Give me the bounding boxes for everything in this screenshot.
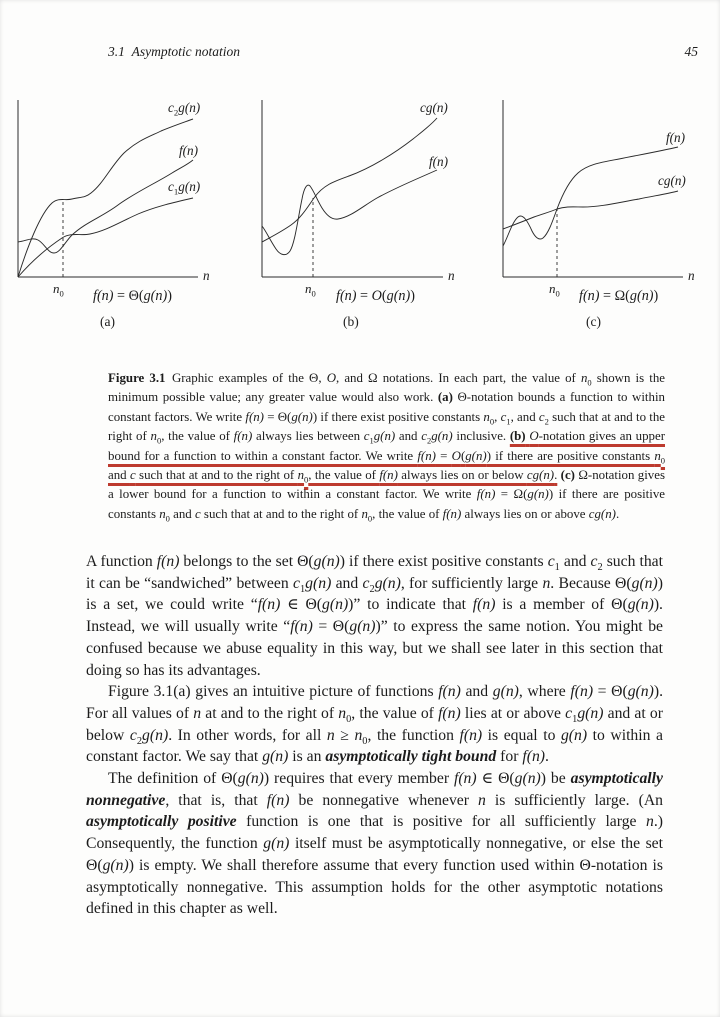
x-axis-label-a: n: [203, 268, 210, 283]
x-axis-label-b: n: [448, 268, 455, 283]
curve-c1g: [18, 198, 193, 277]
plot-theta-notation: [5, 90, 235, 290]
figure-panel-b: [250, 90, 480, 340]
axes-c: [503, 100, 686, 277]
curve-cg-b: [262, 118, 437, 242]
equation-b: f(n) = O(g(n)): [336, 288, 415, 304]
paragraph-2: Figure 3.1(a) gives an intuitive picture of functions f(n) and g(n), where f(n) = Θ(g(n)). For all values of n at and to the right of $n_0$, the value of f(n) lies at or above $c_1g(n)$ and at or below $c_2g(n)$. In other words, for all $n \ge n_0$, the function f(n) is equal to g(n) to within a constant factor. We say that g(n) is an asymptotically tight bound for f(n).: [86, 683, 663, 766]
curve-label-f-a: f(n): [179, 143, 199, 158]
equation-a: f(n) = Θ(g(n)): [93, 288, 172, 304]
paragraph-1: A function f(n) belongs to the set Θ(g(n)) if there exist positive constants $c_1$ and $c_2$ such that it can be “sandwiched” between $c_1g(n)$ and $c_2g(n)$, for sufficiently large n. Because Θ(g(n)) is a set, we could write “f(n) ∈ Θ(g(n))” to indicate that f(n) is a member of Θ(g(n)). Instead, we will usually write “f(n) = Θ(g(n))” to express the same notion. You might be confused because we abuse equality in this way, but we shall see later in this section that doing so has its advantages.: [86, 553, 663, 679]
curve-label-cg-b: cg(n): [420, 100, 448, 115]
plot-o-notation: [250, 90, 480, 290]
x-axis-label-c: n: [688, 268, 695, 283]
curve-f-b: [262, 170, 437, 255]
curve-cg-c: [503, 191, 678, 229]
curve-label-f-c: f(n): [666, 130, 686, 145]
curve-label-f-b: f(n): [429, 154, 449, 169]
n0-label-a: $n_0$: [53, 281, 64, 299]
figure-caption: Figure 3.1 Graphic examples of the Θ, O, and Ω notations. In each part, the value of $n_0$ shown is the minimum possible value; any greater value would also work. (a) Θ-notation bounds a function to within constant factors. We write f(n) = Θ(g(n)) if there exist positive constants $n_0$, $c_1$, and $c_2$ such that at and to the right of $n_0$, the value of f(n) always lies between $c_1g(n)$ and $c_2g(n)$ inclusive. (b) O-notation gives an upper bound for a function to within a constant factor. We write f(n) = O(g(n)) if there are positive constants $n_0$ and c such that at and to the right of $n_0$, the value of f(n) always lies on or below cg(n). (c) Ω-notation gives a lower bound for a function to within a constant factor. We write f(n) = Ω(g(n)) if there are positive constants $n_0$ and c such that at and to the right of $n_0$, the value of f(n) always lies on or above cg(n).: [108, 371, 666, 524]
panel-tag-c: (c): [586, 314, 601, 329]
figure-panel-a: [5, 90, 235, 340]
curve-f: [18, 160, 193, 253]
curve-c2g: [18, 119, 193, 277]
running-head-section: 3.1 Asymptotic notation: [108, 44, 240, 59]
n0-label-b: $n_0$: [305, 281, 316, 299]
page-number: 45: [684, 44, 698, 59]
equation-c: f(n) = Ω(g(n)): [579, 288, 659, 304]
panel-tag-a: (a): [100, 314, 115, 329]
panel-tag-b: (b): [343, 314, 359, 329]
axes-b: [262, 100, 443, 277]
figure-panel-c: [490, 90, 720, 340]
curve-label-c1g: $c_1g(n)$: [168, 179, 201, 197]
n0-label-c: $n_0$: [549, 281, 560, 299]
curve-label-c2g: $c_2g(n)$: [168, 100, 201, 118]
body-text: [86, 551, 663, 920]
curve-label-cg-c: cg(n): [658, 173, 686, 188]
plot-omega-notation: [490, 90, 720, 290]
paragraph-3: The definition of Θ(g(n)) requires that every member f(n) ∈ Θ(g(n)) be asymptotically nonnegative, that is, that f(n) be nonnegative whenever n is sufficiently large. (An asymptotically positive function is one that is positive for all sufficiently large n.) Consequently, the function g(n) itself must be asymptotically nonnegative, or else the set Θ(g(n)) is empty. We shall therefore assume that every function used within Θ-notation is asymptotically nonnegative. This assumption holds for the other asymptotic notations defined in this chapter as well.: [86, 770, 664, 918]
